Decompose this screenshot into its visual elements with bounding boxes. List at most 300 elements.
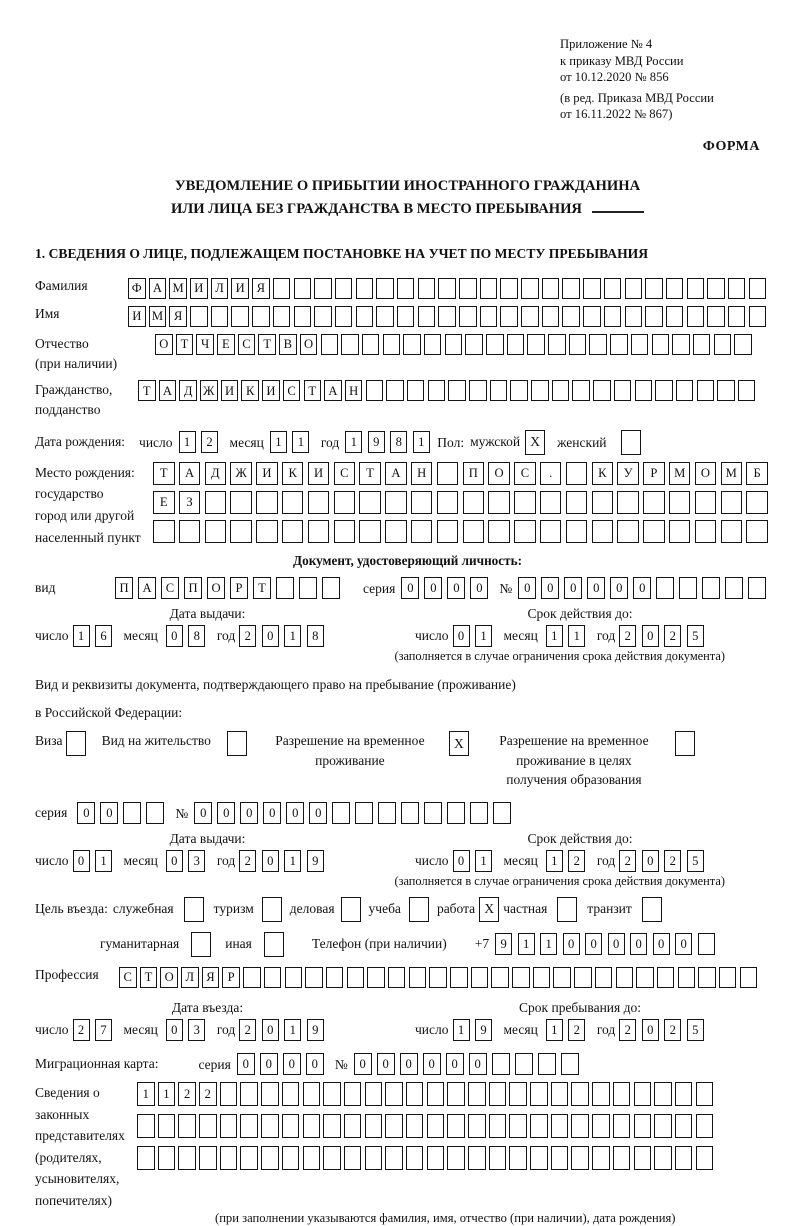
char-cell[interactable]: 0: [564, 577, 582, 599]
char-cell[interactable]: [323, 1146, 341, 1170]
char-cell[interactable]: 0: [585, 933, 602, 955]
char-cell[interactable]: [211, 306, 229, 327]
char-cell[interactable]: [617, 520, 639, 543]
char-cell[interactable]: 0: [262, 850, 279, 872]
char-cell[interactable]: [574, 967, 592, 988]
char-cell[interactable]: 1: [270, 431, 287, 453]
char-cell[interactable]: [592, 1114, 610, 1138]
char-cell[interactable]: [282, 1146, 300, 1170]
char-cell[interactable]: [592, 491, 614, 514]
char-cell[interactable]: [256, 491, 278, 514]
char-cell[interactable]: 2: [239, 1019, 256, 1041]
char-cell[interactable]: [220, 1114, 238, 1138]
char-cell[interactable]: [643, 520, 665, 543]
char-cell[interactable]: Ж: [200, 380, 218, 401]
char-cell[interactable]: [406, 1114, 424, 1138]
char-cell[interactable]: 1: [546, 1019, 563, 1041]
char-cell[interactable]: [740, 967, 758, 988]
char-cell[interactable]: [463, 520, 485, 543]
char-cell[interactable]: И: [128, 306, 146, 327]
char-cell[interactable]: [746, 491, 768, 514]
char-cell[interactable]: [332, 802, 350, 824]
char-cell[interactable]: 5: [687, 625, 704, 647]
char-cell[interactable]: [542, 306, 560, 327]
char-cell[interactable]: 0: [194, 802, 212, 824]
char-cell[interactable]: [276, 577, 294, 599]
char-cell[interactable]: [604, 278, 622, 299]
char-cell[interactable]: [282, 1082, 300, 1106]
char-cell[interactable]: О: [300, 334, 318, 355]
char-cell[interactable]: [411, 491, 433, 514]
education-residence-checkbox[interactable]: [675, 731, 695, 756]
char-cell[interactable]: [714, 334, 732, 355]
char-cell[interactable]: 1: [453, 1019, 470, 1041]
char-cell[interactable]: [561, 1053, 579, 1075]
char-cell[interactable]: А: [179, 462, 201, 485]
char-cell[interactable]: 1: [73, 625, 90, 647]
char-cell[interactable]: [230, 520, 252, 543]
char-cell[interactable]: [273, 278, 291, 299]
char-cell[interactable]: [445, 334, 463, 355]
char-cell[interactable]: [409, 967, 427, 988]
char-cell[interactable]: И: [221, 380, 239, 401]
char-cell[interactable]: П: [115, 577, 133, 599]
char-cell[interactable]: 1: [292, 431, 309, 453]
char-cell[interactable]: 9: [307, 1019, 324, 1041]
char-cell[interactable]: [376, 278, 394, 299]
char-cell[interactable]: 0: [262, 625, 279, 647]
char-cell[interactable]: [378, 802, 396, 824]
char-cell[interactable]: 0: [675, 933, 692, 955]
char-cell[interactable]: [326, 967, 344, 988]
char-cell[interactable]: 2: [619, 850, 636, 872]
char-cell[interactable]: [411, 520, 433, 543]
char-cell[interactable]: О: [695, 462, 717, 485]
char-cell[interactable]: [427, 1082, 445, 1106]
char-cell[interactable]: [153, 520, 175, 543]
char-cell[interactable]: [385, 1082, 403, 1106]
char-cell[interactable]: [533, 967, 551, 988]
char-cell[interactable]: [261, 1146, 279, 1170]
char-cell[interactable]: [334, 491, 356, 514]
char-cell[interactable]: 1: [475, 625, 492, 647]
char-cell[interactable]: 0: [400, 1053, 418, 1075]
char-cell[interactable]: 0: [401, 577, 419, 599]
char-cell[interactable]: [721, 520, 743, 543]
char-cell[interactable]: [634, 1146, 652, 1170]
char-cell[interactable]: [347, 967, 365, 988]
char-cell[interactable]: 0: [470, 577, 488, 599]
char-cell[interactable]: 0: [642, 850, 659, 872]
char-cell[interactable]: О: [207, 577, 225, 599]
char-cell[interactable]: [675, 1114, 693, 1138]
char-cell[interactable]: Л: [181, 967, 199, 988]
char-cell[interactable]: [491, 967, 509, 988]
char-cell[interactable]: [252, 306, 270, 327]
char-cell[interactable]: [397, 278, 415, 299]
visa-checkbox[interactable]: [66, 731, 86, 756]
char-cell[interactable]: А: [324, 380, 342, 401]
char-cell[interactable]: [679, 577, 697, 599]
char-cell[interactable]: [471, 967, 489, 988]
char-cell[interactable]: [367, 967, 385, 988]
char-cell[interactable]: [385, 520, 407, 543]
char-cell[interactable]: [527, 334, 545, 355]
char-cell[interactable]: [362, 334, 380, 355]
char-cell[interactable]: 6: [95, 625, 112, 647]
char-cell[interactable]: [530, 1114, 548, 1138]
char-cell[interactable]: [693, 334, 711, 355]
char-cell[interactable]: 1: [179, 431, 196, 453]
char-cell[interactable]: Я: [252, 278, 270, 299]
char-cell[interactable]: 0: [541, 577, 559, 599]
char-cell[interactable]: [610, 334, 628, 355]
char-cell[interactable]: 0: [453, 850, 470, 872]
char-cell[interactable]: [438, 278, 456, 299]
char-cell[interactable]: [383, 334, 401, 355]
char-cell[interactable]: [725, 577, 743, 599]
char-cell[interactable]: [654, 1082, 672, 1106]
char-cell[interactable]: [552, 380, 570, 401]
char-cell[interactable]: 2: [568, 850, 585, 872]
char-cell[interactable]: Ж: [230, 462, 252, 485]
char-cell[interactable]: [562, 306, 580, 327]
char-cell[interactable]: 0: [217, 802, 235, 824]
char-cell[interactable]: 0: [166, 625, 183, 647]
char-cell[interactable]: [738, 380, 756, 401]
char-cell[interactable]: [314, 278, 332, 299]
char-cell[interactable]: [190, 306, 208, 327]
char-cell[interactable]: М: [669, 462, 691, 485]
char-cell[interactable]: В: [279, 334, 297, 355]
char-cell[interactable]: 2: [178, 1082, 196, 1106]
char-cell[interactable]: [490, 380, 508, 401]
char-cell[interactable]: 2: [239, 625, 256, 647]
char-cell[interactable]: [427, 1146, 445, 1170]
char-cell[interactable]: [672, 334, 690, 355]
char-cell[interactable]: Н: [345, 380, 363, 401]
char-cell[interactable]: [702, 577, 720, 599]
char-cell[interactable]: [385, 491, 407, 514]
char-cell[interactable]: [489, 1146, 507, 1170]
char-cell[interactable]: [123, 802, 141, 824]
char-cell[interactable]: 0: [100, 802, 118, 824]
char-cell[interactable]: [406, 1146, 424, 1170]
char-cell[interactable]: 2: [619, 625, 636, 647]
char-cell[interactable]: [418, 306, 436, 327]
char-cell[interactable]: Т: [176, 334, 194, 355]
char-cell[interactable]: [707, 306, 725, 327]
char-cell[interactable]: [654, 1114, 672, 1138]
char-cell[interactable]: 0: [77, 802, 95, 824]
char-cell[interactable]: [299, 577, 317, 599]
char-cell[interactable]: [656, 577, 674, 599]
char-cell[interactable]: 2: [199, 1082, 217, 1106]
char-cell[interactable]: К: [241, 380, 259, 401]
char-cell[interactable]: [492, 1053, 510, 1075]
char-cell[interactable]: [613, 1114, 631, 1138]
char-cell[interactable]: Р: [230, 577, 248, 599]
char-cell[interactable]: З: [179, 491, 201, 514]
char-cell[interactable]: Т: [140, 967, 158, 988]
char-cell[interactable]: [137, 1114, 155, 1138]
char-cell[interactable]: 8: [390, 431, 407, 453]
char-cell[interactable]: [669, 491, 691, 514]
char-cell[interactable]: С: [514, 462, 536, 485]
char-cell[interactable]: [500, 306, 518, 327]
char-cell[interactable]: Б: [746, 462, 768, 485]
char-cell[interactable]: [294, 306, 312, 327]
purpose-transit-checkbox[interactable]: [642, 897, 662, 922]
char-cell[interactable]: [542, 278, 560, 299]
char-cell[interactable]: [625, 306, 643, 327]
char-cell[interactable]: [321, 334, 339, 355]
char-cell[interactable]: 0: [73, 850, 90, 872]
char-cell[interactable]: [617, 491, 639, 514]
char-cell[interactable]: [323, 1082, 341, 1106]
char-cell[interactable]: [687, 306, 705, 327]
char-cell[interactable]: [447, 1082, 465, 1106]
char-cell[interactable]: [666, 278, 684, 299]
char-cell[interactable]: [645, 278, 663, 299]
char-cell[interactable]: [294, 278, 312, 299]
char-cell[interactable]: [448, 380, 466, 401]
char-cell[interactable]: 0: [587, 577, 605, 599]
char-cell[interactable]: Ф: [128, 278, 146, 299]
char-cell[interactable]: [205, 520, 227, 543]
char-cell[interactable]: [595, 967, 613, 988]
char-cell[interactable]: [199, 1114, 217, 1138]
purpose-official-checkbox[interactable]: [184, 897, 204, 922]
char-cell[interactable]: [489, 1082, 507, 1106]
char-cell[interactable]: У: [617, 462, 639, 485]
char-cell[interactable]: [728, 306, 746, 327]
char-cell[interactable]: [243, 967, 261, 988]
char-cell[interactable]: С: [119, 967, 137, 988]
char-cell[interactable]: Я: [169, 306, 187, 327]
char-cell[interactable]: 2: [619, 1019, 636, 1041]
char-cell[interactable]: [697, 380, 715, 401]
char-cell[interactable]: [634, 1114, 652, 1138]
char-cell[interactable]: [551, 1114, 569, 1138]
char-cell[interactable]: [509, 1114, 527, 1138]
char-cell[interactable]: [359, 520, 381, 543]
char-cell[interactable]: [231, 306, 249, 327]
char-cell[interactable]: 0: [240, 802, 258, 824]
char-cell[interactable]: [199, 1146, 217, 1170]
char-cell[interactable]: 0: [608, 933, 625, 955]
char-cell[interactable]: К: [592, 462, 614, 485]
char-cell[interactable]: [530, 1146, 548, 1170]
char-cell[interactable]: [635, 380, 653, 401]
char-cell[interactable]: [719, 967, 737, 988]
char-cell[interactable]: М: [149, 306, 167, 327]
char-cell[interactable]: [698, 967, 716, 988]
char-cell[interactable]: [696, 1082, 714, 1106]
char-cell[interactable]: [427, 1114, 445, 1138]
char-cell[interactable]: 9: [495, 933, 512, 955]
char-cell[interactable]: [220, 1146, 238, 1170]
char-cell[interactable]: [509, 1146, 527, 1170]
char-cell[interactable]: Я: [202, 967, 220, 988]
char-cell[interactable]: [717, 380, 735, 401]
char-cell[interactable]: [344, 1146, 362, 1170]
char-cell[interactable]: [388, 967, 406, 988]
char-cell[interactable]: М: [169, 278, 187, 299]
char-cell[interactable]: Е: [153, 491, 175, 514]
char-cell[interactable]: О: [155, 334, 173, 355]
char-cell[interactable]: 1: [137, 1082, 155, 1106]
char-cell[interactable]: [437, 462, 459, 485]
char-cell[interactable]: [178, 1114, 196, 1138]
char-cell[interactable]: [572, 380, 590, 401]
char-cell[interactable]: [428, 380, 446, 401]
char-cell[interactable]: [424, 334, 442, 355]
char-cell[interactable]: 5: [687, 850, 704, 872]
char-cell[interactable]: 1: [158, 1082, 176, 1106]
char-cell[interactable]: [489, 1114, 507, 1138]
char-cell[interactable]: [341, 334, 359, 355]
char-cell[interactable]: [625, 278, 643, 299]
char-cell[interactable]: [463, 491, 485, 514]
char-cell[interactable]: [365, 1146, 383, 1170]
residence-permit-checkbox[interactable]: [227, 731, 247, 756]
char-cell[interactable]: [636, 967, 654, 988]
char-cell[interactable]: [406, 1082, 424, 1106]
char-cell[interactable]: [308, 491, 330, 514]
char-cell[interactable]: [652, 334, 670, 355]
char-cell[interactable]: [669, 520, 691, 543]
char-cell[interactable]: [538, 1053, 556, 1075]
char-cell[interactable]: [493, 802, 511, 824]
char-cell[interactable]: [540, 520, 562, 543]
char-cell[interactable]: Р: [643, 462, 665, 485]
char-cell[interactable]: [385, 1146, 403, 1170]
char-cell[interactable]: [616, 967, 634, 988]
char-cell[interactable]: [447, 1114, 465, 1138]
char-cell[interactable]: [264, 967, 282, 988]
char-cell[interactable]: [344, 1114, 362, 1138]
char-cell[interactable]: [261, 1114, 279, 1138]
char-cell[interactable]: [424, 802, 442, 824]
char-cell[interactable]: [335, 306, 353, 327]
char-cell[interactable]: [282, 1114, 300, 1138]
char-cell[interactable]: 0: [262, 1019, 279, 1041]
char-cell[interactable]: [447, 802, 465, 824]
char-cell[interactable]: [687, 278, 705, 299]
char-cell[interactable]: Т: [253, 577, 271, 599]
char-cell[interactable]: [707, 278, 725, 299]
char-cell[interactable]: [562, 278, 580, 299]
purpose-work-checkbox[interactable]: X: [479, 897, 499, 922]
char-cell[interactable]: Л: [211, 278, 229, 299]
char-cell[interactable]: [285, 967, 303, 988]
purpose-study-checkbox[interactable]: [409, 897, 429, 922]
char-cell[interactable]: [450, 967, 468, 988]
char-cell[interactable]: 3: [188, 850, 205, 872]
char-cell[interactable]: 0: [518, 577, 536, 599]
char-cell[interactable]: [303, 1082, 321, 1106]
char-cell[interactable]: П: [463, 462, 485, 485]
char-cell[interactable]: [459, 306, 477, 327]
char-cell[interactable]: [571, 1146, 589, 1170]
char-cell[interactable]: 7: [95, 1019, 112, 1041]
char-cell[interactable]: 1: [284, 850, 301, 872]
char-cell[interactable]: [437, 520, 459, 543]
char-cell[interactable]: Н: [411, 462, 433, 485]
char-cell[interactable]: [303, 1114, 321, 1138]
char-cell[interactable]: [447, 1146, 465, 1170]
char-cell[interactable]: 0: [453, 625, 470, 647]
char-cell[interactable]: [158, 1146, 176, 1170]
char-cell[interactable]: [592, 1146, 610, 1170]
char-cell[interactable]: [205, 491, 227, 514]
char-cell[interactable]: [137, 1146, 155, 1170]
char-cell[interactable]: 2: [568, 1019, 585, 1041]
char-cell[interactable]: А: [159, 380, 177, 401]
char-cell[interactable]: 0: [377, 1053, 395, 1075]
char-cell[interactable]: [654, 1146, 672, 1170]
char-cell[interactable]: [468, 1082, 486, 1106]
char-cell[interactable]: [480, 306, 498, 327]
char-cell[interactable]: И: [308, 462, 330, 485]
char-cell[interactable]: 9: [307, 850, 324, 872]
char-cell[interactable]: [510, 380, 528, 401]
char-cell[interactable]: [512, 967, 530, 988]
char-cell[interactable]: 1: [546, 850, 563, 872]
char-cell[interactable]: 0: [260, 1053, 278, 1075]
char-cell[interactable]: [583, 278, 601, 299]
purpose-business-checkbox[interactable]: [341, 897, 361, 922]
char-cell[interactable]: Д: [205, 462, 227, 485]
char-cell[interactable]: [230, 491, 252, 514]
char-cell[interactable]: [146, 802, 164, 824]
char-cell[interactable]: .: [540, 462, 562, 485]
char-cell[interactable]: [355, 802, 373, 824]
char-cell[interactable]: [696, 1146, 714, 1170]
char-cell[interactable]: П: [184, 577, 202, 599]
purpose-humanitarian-checkbox[interactable]: [191, 932, 211, 957]
char-cell[interactable]: 0: [166, 850, 183, 872]
char-cell[interactable]: 0: [354, 1053, 372, 1075]
char-cell[interactable]: [540, 491, 562, 514]
char-cell[interactable]: Т: [138, 380, 156, 401]
char-cell[interactable]: [566, 462, 588, 485]
char-cell[interactable]: 9: [368, 431, 385, 453]
char-cell[interactable]: [334, 520, 356, 543]
char-cell[interactable]: [468, 1114, 486, 1138]
char-cell[interactable]: С: [238, 334, 256, 355]
char-cell[interactable]: [655, 380, 673, 401]
char-cell[interactable]: А: [385, 462, 407, 485]
char-cell[interactable]: [676, 380, 694, 401]
char-cell[interactable]: [397, 306, 415, 327]
char-cell[interactable]: [721, 491, 743, 514]
char-cell[interactable]: [515, 1053, 533, 1075]
char-cell[interactable]: [509, 1082, 527, 1106]
char-cell[interactable]: [514, 520, 536, 543]
char-cell[interactable]: [748, 577, 766, 599]
char-cell[interactable]: [366, 380, 384, 401]
char-cell[interactable]: 0: [263, 802, 281, 824]
purpose-private-checkbox[interactable]: [557, 897, 577, 922]
char-cell[interactable]: [634, 1082, 652, 1106]
char-cell[interactable]: [695, 491, 717, 514]
char-cell[interactable]: 0: [642, 625, 659, 647]
char-cell[interactable]: [514, 491, 536, 514]
char-cell[interactable]: [344, 1082, 362, 1106]
char-cell[interactable]: [657, 967, 675, 988]
